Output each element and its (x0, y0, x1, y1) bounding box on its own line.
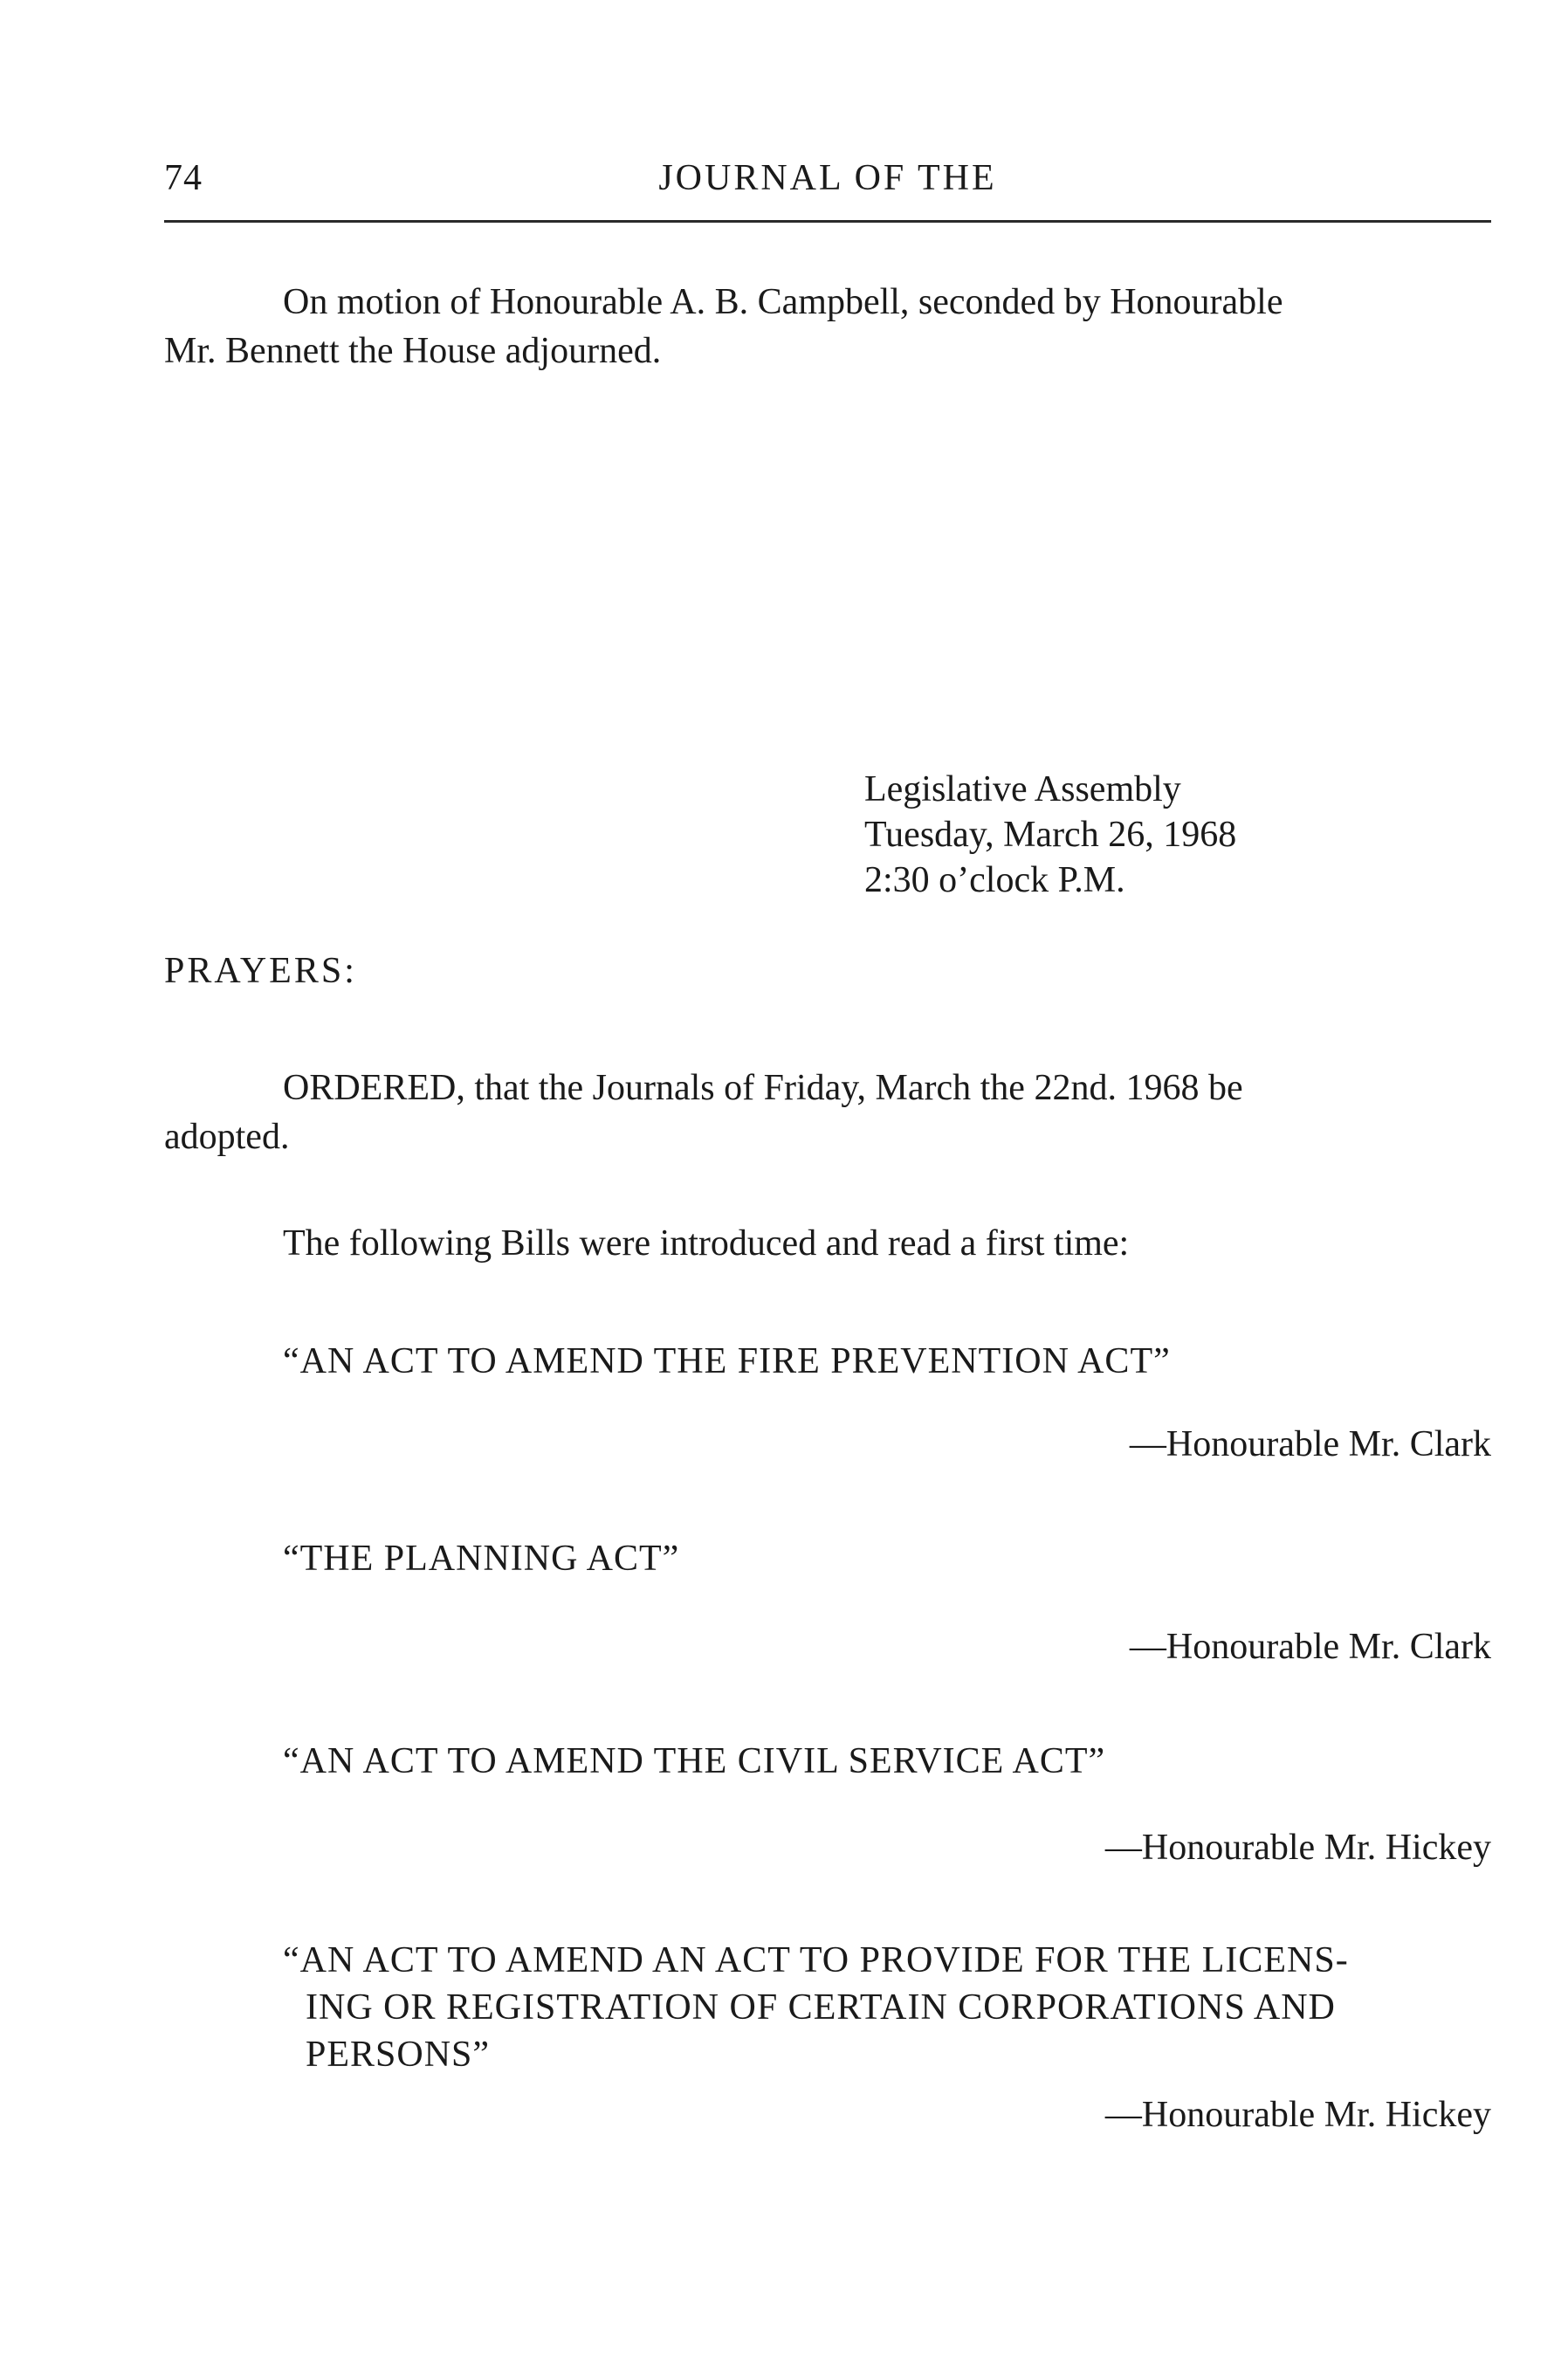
ordered-line-2: adopted. (164, 1117, 290, 1157)
bill-sponsor: —Honourable Mr. Clark (1129, 1424, 1491, 1464)
bill-sponsor: —Honourable Mr. Hickey (1104, 1828, 1491, 1868)
bill-title (283, 1738, 1105, 1785)
bill-title-line: ING OR REGISTRATION OF CERTAIN CORPORATIONS AND (306, 1987, 1336, 2028)
bill-title-line: “THE PLANNING ACT” (283, 1539, 680, 1579)
ordered-line-1: ORDERED, that the Journals of Friday, March the 22nd. 1968 be (283, 1068, 1243, 1108)
motion-line-1: On motion of Honourable A. B. Campbell, seconded by Honourable (283, 282, 1283, 322)
adjournment-motion (164, 278, 1491, 375)
bill-title (283, 1338, 1171, 1385)
sitting-time: 2:30 o’clock P.M. (864, 860, 1125, 900)
bill-sponsor: —Honourable Mr. Clark (1129, 1627, 1491, 1667)
bill-title (283, 1937, 1349, 2078)
bills-intro: The following Bills were introduced and read a first time: (283, 1223, 1130, 1264)
bill-sponsor: —Honourable Mr. Hickey (1104, 2095, 1491, 2135)
bill-title (283, 1535, 679, 1582)
page-header (164, 157, 1491, 210)
motion-line-2: Mr. Bennett the House adjourned. (164, 331, 662, 371)
sitting-body: Legislative Assembly (864, 769, 1181, 809)
sitting-heading (864, 767, 1236, 903)
bill-title-line: “AN ACT TO AMEND AN ACT TO PROVIDE FOR THE LICENS- (283, 1940, 1349, 1980)
journals-order (164, 1064, 1491, 1161)
prayers-heading: PRAYERS: (164, 951, 357, 991)
header-rule (164, 220, 1491, 223)
bill-title-line: “AN ACT TO AMEND THE CIVIL SERVICE ACT” (283, 1741, 1106, 1781)
running-head: JOURNAL OF THE (658, 158, 997, 198)
bill-title-line: PERSONS” (306, 2035, 491, 2075)
sitting-date: Tuesday, March 26, 1968 (864, 815, 1237, 855)
page-number: 74 (164, 158, 203, 198)
bill-title-line: “AN ACT TO AMEND THE FIRE PREVENTION ACT” (283, 1341, 1171, 1381)
